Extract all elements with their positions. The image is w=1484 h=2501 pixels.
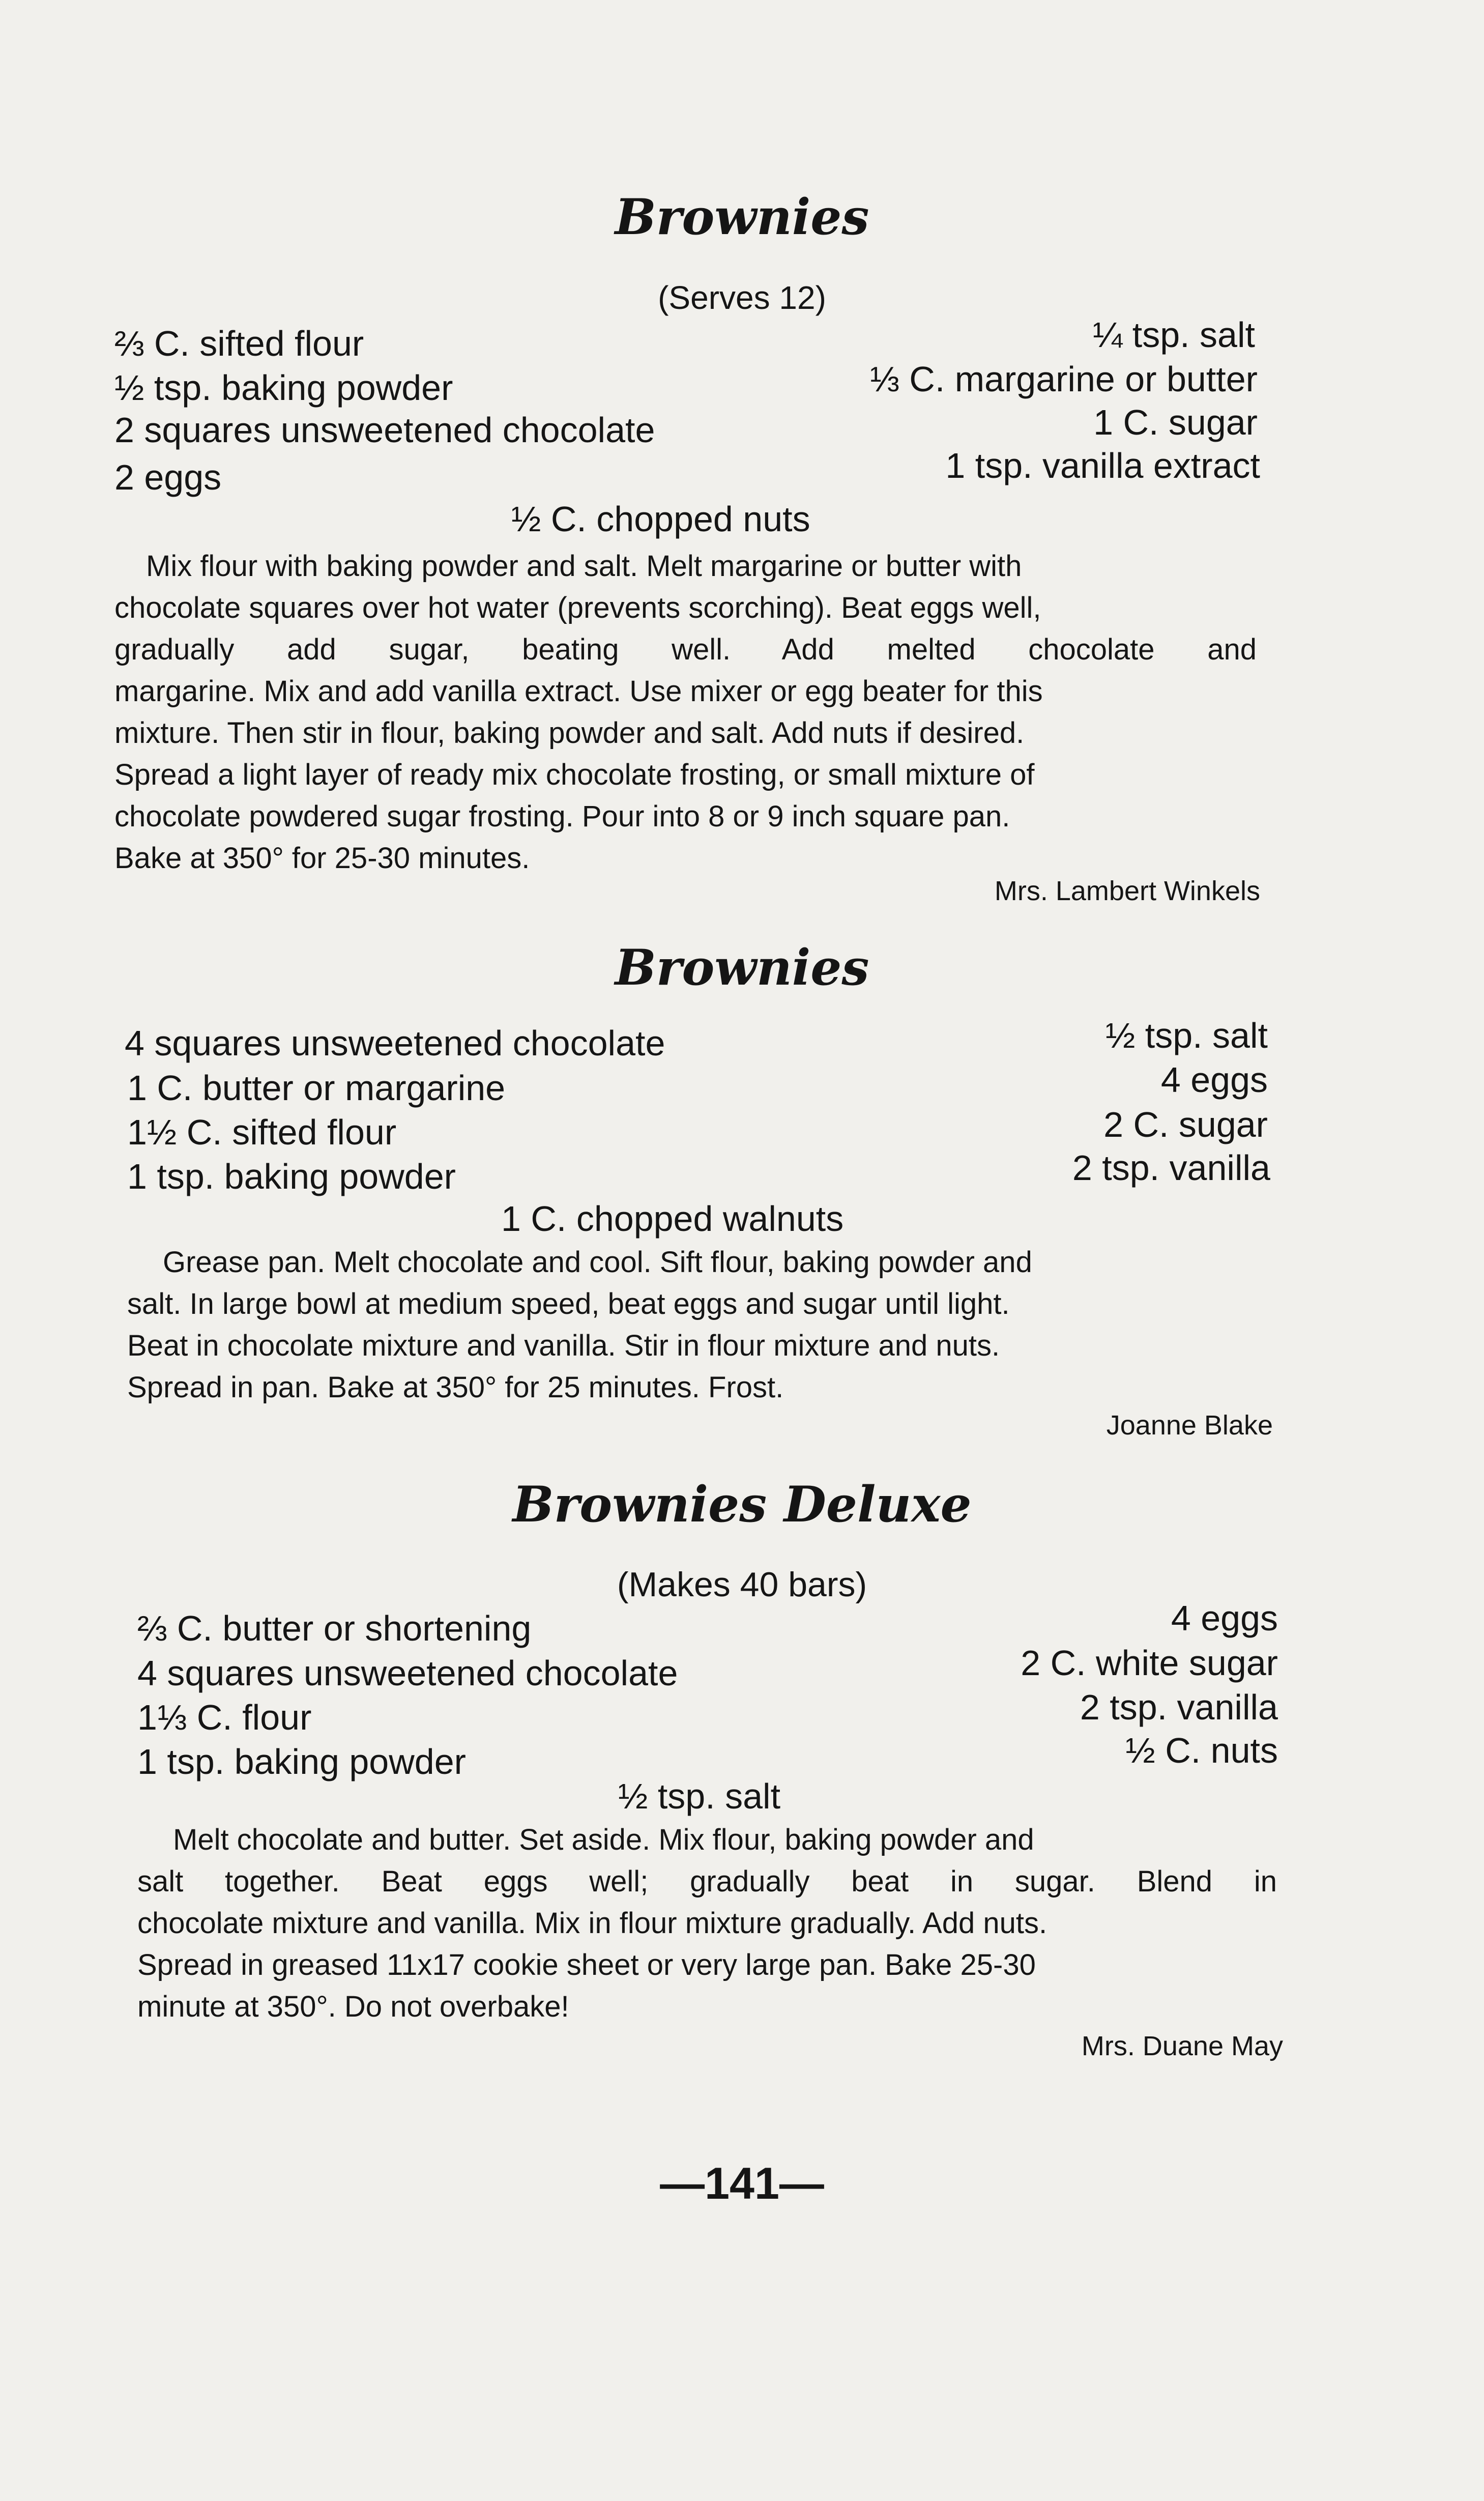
directions-line: Grease pan. Melt chocolate and cool. Sift flour, baking powder and <box>163 1246 1032 1279</box>
recipe-1-serves: (Serves 12) <box>658 279 826 316</box>
directions-line: Melt chocolate and butter. Set aside. Mix flour, baking powder and <box>173 1823 1034 1856</box>
recipe-1-ingredient: 1 C. sugar <box>1093 403 1258 442</box>
recipe-3-ingredient: 2 C. white sugar <box>1021 1643 1278 1683</box>
recipe-2-directions <box>127 1242 1269 1408</box>
recipe-1-ingredient: ⅓ C. margarine or butter <box>869 359 1258 399</box>
recipe-2-ingredient: 1 tsp. baking powder <box>127 1157 456 1196</box>
directions-line: mixture. Then stir in flour, baking powder and salt. Add nuts if desired. <box>114 716 1025 750</box>
recipe-3-ingredient: 4 eggs <box>1171 1598 1278 1638</box>
recipe-1-ingredient: ½ tsp. baking powder <box>114 368 453 408</box>
directions-line: Bake at 350° for 25-30 minutes. <box>114 842 530 875</box>
directions-line: Spread a light layer of ready mix chocolate frosting, or small mixture of <box>114 758 1035 791</box>
recipe-3-ingredient: ½ tsp. salt <box>618 1776 781 1816</box>
recipe-3-serves: (Makes 40 bars) <box>617 1565 867 1604</box>
directions-line: chocolate powdered sugar frosting. Pour into 8 or 9 inch square pan. <box>114 800 1010 833</box>
directions-line: gradually add sugar, beating well. Add melted chocolate and <box>114 633 1257 666</box>
recipe-2-ingredient: 4 eggs <box>1160 1060 1268 1100</box>
directions-line: Beat in chocolate mixture and vanilla. Stir in flour mixture and nuts. <box>127 1329 1000 1362</box>
recipe-3-ingredient: ⅔ C. butter or shortening <box>137 1608 532 1648</box>
recipe-2-title: Brownies <box>615 939 869 996</box>
recipe-1-ingredient: 1 tsp. vanilla extract <box>945 446 1260 485</box>
directions-line: margarine. Mix and add vanilla extract. Use mixer or egg beater for this <box>114 675 1043 708</box>
recipe-2-author: Joanne Blake <box>1106 1410 1273 1441</box>
recipe-2-ingredient: 1 C. butter or margarine <box>127 1068 506 1108</box>
recipe-3-ingredient: 2 tsp. vanilla <box>1080 1687 1278 1727</box>
recipe-3-ingredient: 4 squares unsweetened chocolate <box>137 1653 678 1693</box>
directions-line: chocolate mixture and vanilla. Mix in flour mixture gradually. Add nuts. <box>137 1907 1047 1940</box>
page-number: —141— <box>660 2158 824 2208</box>
recipe-3-ingredient: ½ C. nuts <box>1125 1731 1278 1770</box>
recipe-2-ingredient: ½ tsp. salt <box>1105 1016 1268 1055</box>
recipe-2-ingredient: 4 squares unsweetened chocolate <box>125 1023 665 1063</box>
recipe-1-ingredient: 2 squares unsweetened chocolate <box>114 410 655 450</box>
recipe-2-ingredient: 1½ C. sifted flour <box>127 1112 397 1152</box>
recipe-3-title: Brownies Deluxe <box>512 1476 972 1533</box>
directions-line: minute at 350°. Do not overbake! <box>137 1990 569 2023</box>
recipe-3-ingredient: 1⅓ C. flour <box>137 1698 312 1737</box>
recipe-1-ingredient: ½ C. chopped nuts <box>511 499 810 539</box>
recipe-3-author: Mrs. Duane May <box>1081 2031 1283 2061</box>
directions-line: chocolate squares over hot water (prevents scorching). Beat eggs well, <box>114 591 1041 624</box>
recipe-1-title: Brownies <box>615 188 869 246</box>
directions-line: Spread in pan. Bake at 350° for 25 minutes. Frost. <box>127 1371 784 1404</box>
directions-line: salt together. Beat eggs well; gradually beat in sugar. Blend in <box>137 1865 1277 1898</box>
recipe-1-ingredient: ¼ tsp. salt <box>1092 315 1255 355</box>
recipe-2-ingredient: 2 C. sugar <box>1103 1105 1268 1144</box>
directions-line: Spread in greased 11x17 cookie sheet or very large pan. Bake 25-30 <box>137 1948 1036 1981</box>
recipe-1-directions <box>114 545 1257 879</box>
recipe-2-ingredient: 1 C. chopped walnuts <box>501 1199 844 1239</box>
directions-line: salt. In large bowl at medium speed, beat eggs and sugar until light. <box>127 1287 1010 1320</box>
recipe-3-ingredient: 1 tsp. baking powder <box>137 1742 466 1781</box>
recipe-1-author: Mrs. Lambert Winkels <box>994 876 1260 906</box>
recipe-3-directions <box>137 1819 1277 2028</box>
recipe-1-ingredient: 2 eggs <box>114 457 222 497</box>
directions-line: Mix flour with baking powder and salt. Melt margarine or butter with <box>146 550 1022 583</box>
recipe-1-ingredient: ⅔ C. sifted flour <box>114 324 364 363</box>
recipe-2-ingredient: 2 tsp. vanilla <box>1072 1148 1270 1188</box>
